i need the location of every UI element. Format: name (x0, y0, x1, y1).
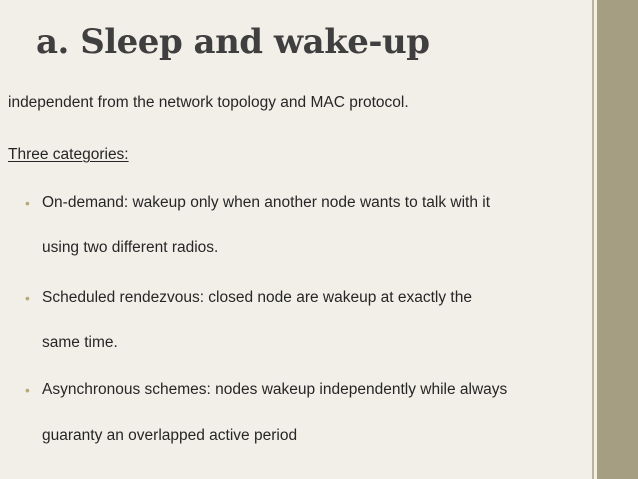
bullet-dot-icon: • (25, 382, 30, 398)
bullet-3-line-1: Asynchronous schemes: nodes wakeup independently while always (42, 381, 508, 398)
bullet-1-line-2: using two different radios. (42, 239, 219, 256)
categories-heading: Three categories: (8, 146, 129, 163)
bullet-dot-icon: • (25, 195, 30, 211)
bullet-2-line-2: same time. (42, 334, 118, 351)
sidebar-divider (592, 0, 594, 479)
sidebar-accent-bar (597, 0, 638, 479)
slide-title: a. Sleep and wake-up (36, 22, 430, 62)
bullet-3-line-2: guaranty an overlapped active period (42, 427, 298, 444)
bullet-dot-icon: • (25, 290, 30, 306)
bullet-2-line-1: Scheduled rendezvous: closed node are wakeup at exactly the (42, 289, 472, 306)
bullet-1-line-1: On-demand: wakeup only when another node wants to talk with it (42, 194, 491, 211)
intro-text: independent from the network topology and MAC protocol. (8, 94, 409, 111)
